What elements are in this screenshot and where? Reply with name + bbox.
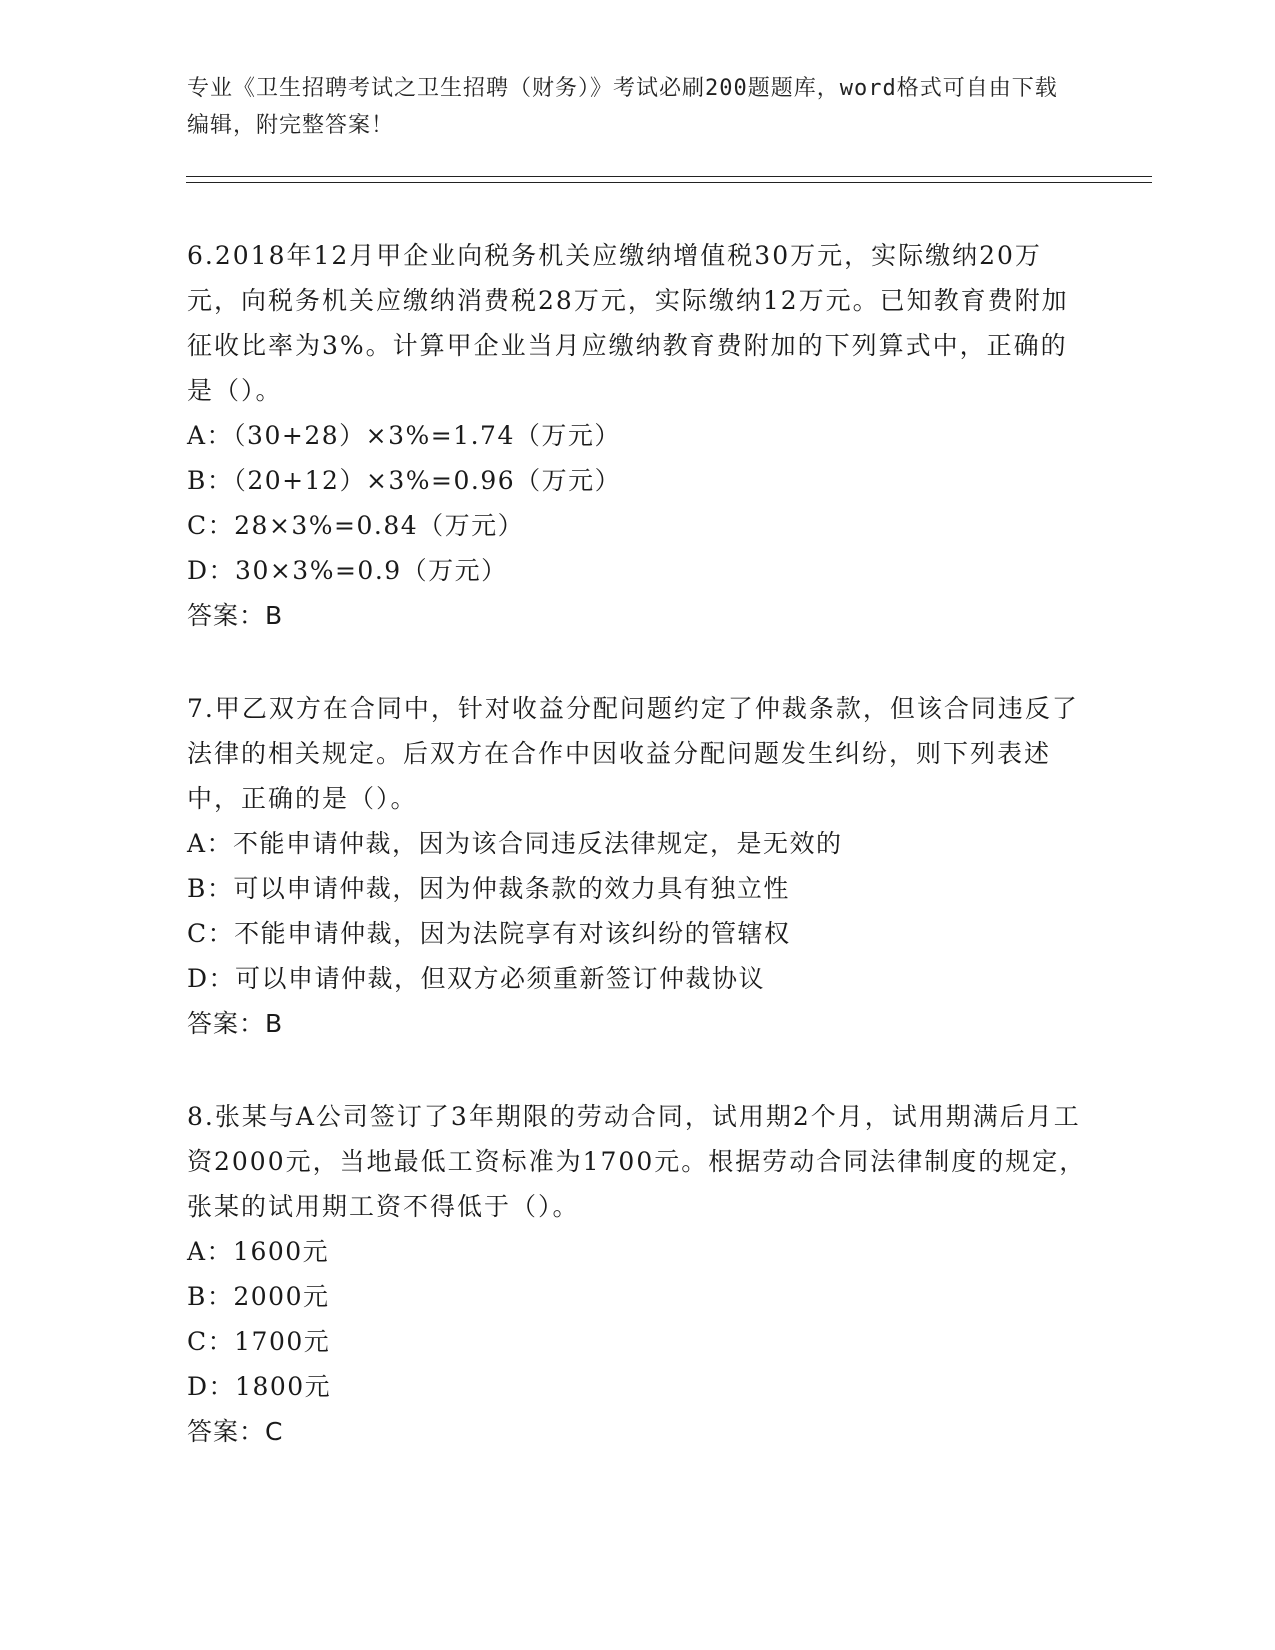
question-stem: 8.张某与A公司签订了3年期限的劳动合同，试用期2个月，试用期满后月工资2000元，当地最低工资标准为1700元。根据劳动合同法律制度的规定，张某的试用期工资不得低于（）。 (187, 1102, 1087, 1221)
option-c: C：28×3%=0.84（万元） (187, 511, 525, 540)
option-b: B：2000元 (187, 1282, 330, 1311)
option-b: B：（20+12）×3%=0.96（万元） (187, 466, 622, 495)
option-a: A：不能申请仲裁，因为该合同违反法律规定，是无效的 (187, 829, 843, 858)
option-c: C：不能申请仲裁，因为法院享有对该纠纷的管辖权 (187, 919, 791, 948)
answer-line: 答案：B (187, 1009, 284, 1038)
option-b: B：可以申请仲裁，因为仲裁条款的效力具有独立性 (187, 874, 790, 903)
answer-line: 答案：C (187, 1417, 284, 1446)
question-7 (187, 686, 1087, 1046)
question-8 (187, 1094, 1087, 1454)
option-d: D：1800元 (187, 1372, 332, 1401)
question-6 (187, 233, 1087, 638)
option-a: A：1600元 (187, 1237, 330, 1266)
document-header: 专业《卫生招聘考试之卫生招聘（财务）》考试必刷200题题库，word格式可自由下载编辑，附完整答案！ (187, 76, 1058, 138)
question-stem: 6.2018年12月甲企业向税务机关应缴纳增值税30万元，实际缴纳20万元，向税务机关应缴纳消费税28万元，实际缴纳12万元。已知教育费附加征收比率为3%。计算甲企业当月应缴纳教育费附加的下列算式中，正确的是（）。 (187, 241, 1069, 405)
option-a: A：（30+28）×3%=1.74（万元） (187, 421, 621, 450)
header-divider (186, 176, 1152, 183)
option-d: D：可以申请仲裁，但双方必须重新签订仲裁协议 (187, 964, 766, 993)
option-c: C：1700元 (187, 1327, 331, 1356)
option-d: D：30×3%=0.9（万元） (187, 556, 508, 585)
question-stem: 7.甲乙双方在合同中，针对收益分配问题约定了仲裁条款，但该合同违反了法律的相关规定。后双方在合作中因收益分配问题发生纠纷，则下列表述中，正确的是（）。 (187, 694, 1079, 813)
answer-line: 答案：B (187, 601, 284, 630)
